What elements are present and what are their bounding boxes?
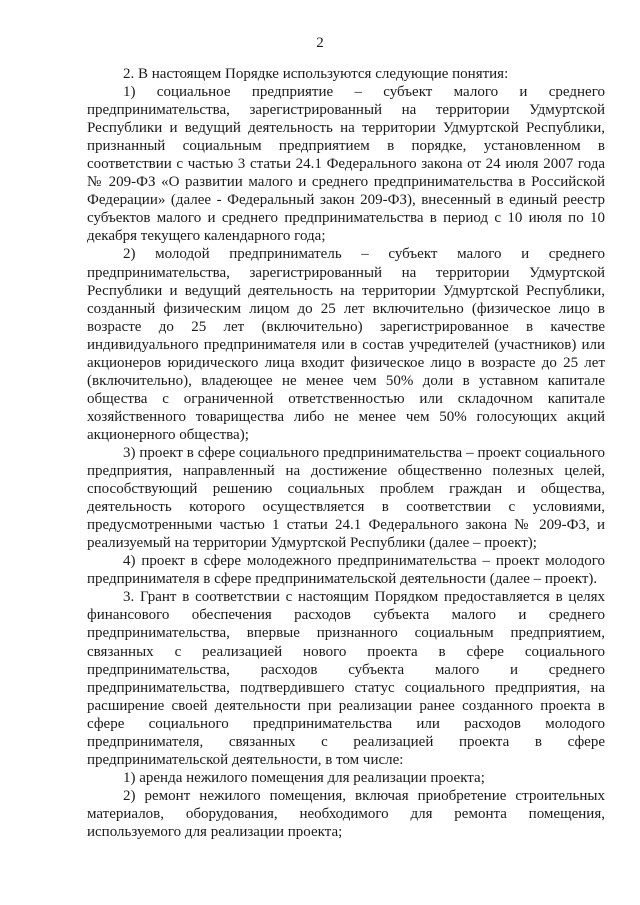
paragraph-grant-purpose: 3. Грант в соответствии с настоящим Порядком предоставляется в целях финансового обеспечения расходов субъекта малого и среднего предпринимательства, впервые признанного социальным предприятием, связанных с реализацией нового проекта в сфере социального предпринимательства, расходов субъекта малого и среднего предпринимательства, подтвердившего статус социального предприятия, на расширение своей деятельности при реализации ранее созданного проекта в сфере социального предпринимательства или расходов молодого предпринимателя, связанных с реализацией проекта в сфере предпринимательской деятельности, в том числе: bbox=[87, 589, 605, 768]
paragraph-repair-item: 2) ремонт нежилого помещения, включая приобретение строительных материалов, оборудования, необходимого для ремонта помещения, используемого для реализации проекта; bbox=[87, 787, 605, 840]
paragraph-social-enterprise: 1) социальное предприятие – субъект малого и среднего предпринимательства, зарегистрированный на территории Удмуртской Республики и ведущий деятельность на территории Удмуртской Республики, признанный социальным предприятием в порядке, установленном в соответствии с частью 3 статьи 24.1 Федерального закона от 24 июля 2007 года № 209-ФЗ «О развитии малого и среднего предпринимательства в Российской Федерации» (далее - Федеральный закон 209-ФЗ), внесенный в единый реестр субъектов малого и среднего предпринимательства в период с 10 июля по 10 декабря текущего календарного года; bbox=[87, 84, 605, 245]
paragraph-young-entrepreneur: 2) молодой предприниматель – субъект малого и среднего предпринимательства, зарегистрированный на территории Удмуртской Республики и ведущий деятельность на территории Удмуртской Республики, созданный физическим лицом до 25 лет включительно (физическое лицо в возрасте до 25 лет (включительно) зарегистрированное в качестве индивидуального предпринимателя или в состав учредителей (участников) или акционеров юридического лица входит физическое лицо в возрасте до 25 лет (включительно), владеющее не менее чем 50% доли в уставном капитале общества с ограниченной ответственностью или складочном капитале хозяйственного товарищества либо не менее чем 50% голосующих акций акционерного общества); bbox=[87, 246, 605, 443]
paragraph-social-project: 3) проект в сфере социального предпринимательства – проект социального предприятия, направленный на достижение общественно полезных целей, способствующий решению социальных проблем граждан и общества, деятельность которого осуществляется в соответствии с условиями, предусмотренными частью 1 статьи 24.1 Федерального закона № 209-ФЗ, и реализуемый на территории Удмуртской Республики (далее – проект); bbox=[87, 444, 605, 552]
paragraph-rent-item: 1) аренда нежилого помещения для реализации проекта; bbox=[123, 769, 485, 786]
page-number: 2 bbox=[316, 35, 324, 51]
document-body bbox=[87, 65, 605, 841]
paragraph-youth-project: 4) проект в сфере молодежного предпринимательства – проект молодого предпринимателя в сфере предпринимательской деятельности (далее – проект). bbox=[87, 553, 605, 588]
paragraph-definitions-intro: 2. В настоящем Порядке используются следующие понятия: bbox=[123, 66, 509, 82]
